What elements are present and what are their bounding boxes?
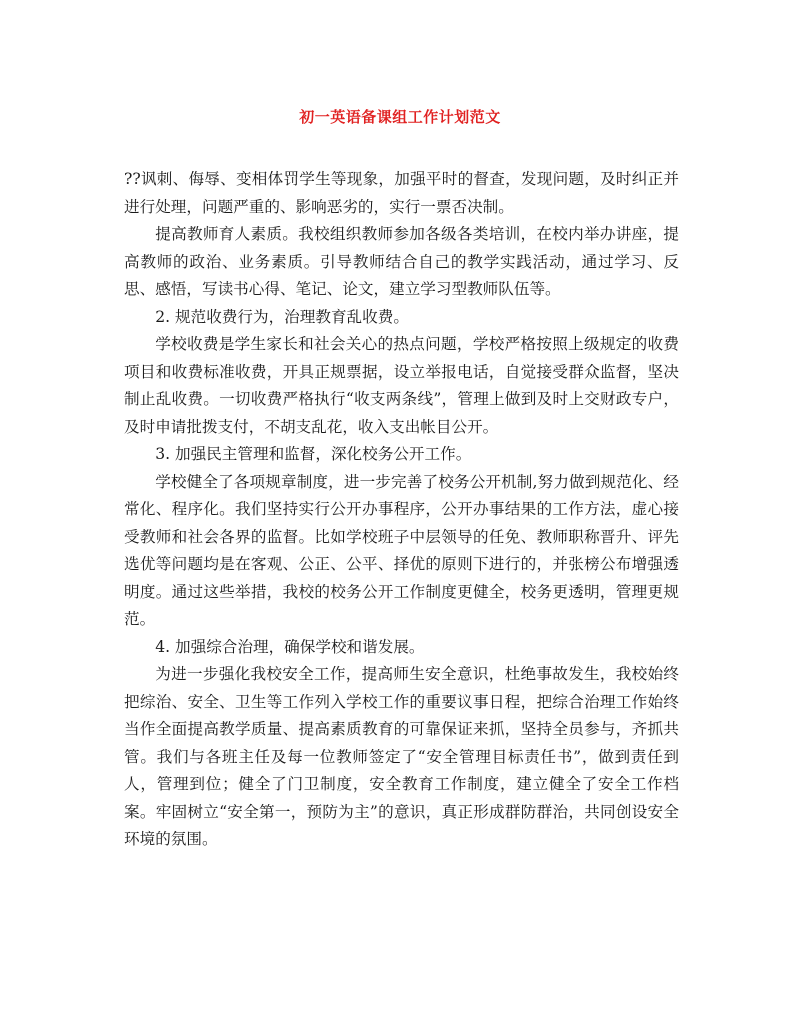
paragraph-6: 学校健全了各项规章制度，进一步完善了校务公开机制,努力做到规范化、经常化、程序化。我们坚持实行公开办事程序，公开办事结果的工作方法，虚心接受教师和社会各界的监督。比如学校班子中层领导的任免、教师职称晋升、评先选优等问题均是在客观、公正、公平、择优的原则下进行的，并张榜公布增强透明度。通过这些举措，我校的校务公开工作制度更健全，校务更透明，管理更规范。 <box>124 472 679 628</box>
section-heading-2: 2. 规范收费行为，治理教育乱收费。 <box>155 307 409 326</box>
document-body <box>124 166 679 854</box>
paragraph-2: 提高教师育人素质。我校组织教师参加各级各类培训，在校内举办讲座，提高教师的政治、业务素质。引导教师结合自己的教学实践活动，通过学习、反思、感悟，写读书心得、笔记、论文，建立学习型教师队伍等。 <box>124 225 679 298</box>
paragraph-8: 为进一步强化我校安全工作，提高师生安全意识，杜绝事故发生，我校始终把综治、安全、卫生等工作列入学校工作的重要议事日程，把综合治理工作始终当作全面提高教学质量、提高素质教育的可靠保证来抓，坚持全员参与，齐抓共管。我们与各班主任及每一位教师签定了“安全管理目标责任书”，做到责任到人，管理到位；健全了门卫制度，安全教育工作制度，建立健全了安全工作档案。牢固树立“安全第一，预防为主”的意识，真正形成群防群治，共同创设安全环境的氛围。 <box>124 665 679 848</box>
document-title: 初一英语备课组工作计划范文 <box>299 108 501 126</box>
paragraph-4: 学校收费是学生家长和社会关心的热点问题，学校严格按照上级规定的收费项目和收费标准收费，开具正规票据，设立举报电话，自觉接受群众监督，坚决制止乱收费。一切收费严格执行“收支两条线”，管理上做到及时上交财政专户，及时申请批拨支付，不胡支乱花，收入支出帐目公开。 <box>124 335 679 436</box>
section-heading-4: 4. 加强综合治理，确保学校和谐发展。 <box>155 637 425 656</box>
paragraph-1: ??讽刺、侮辱、变相体罚学生等现象，加强平时的督查，发现问题，及时纠正并进行处理，问题严重的、影响恶劣的，实行一票否决制。 <box>124 170 679 216</box>
section-heading-3: 3. 加强民主管理和监督，深化校务公开工作。 <box>155 445 472 463</box>
